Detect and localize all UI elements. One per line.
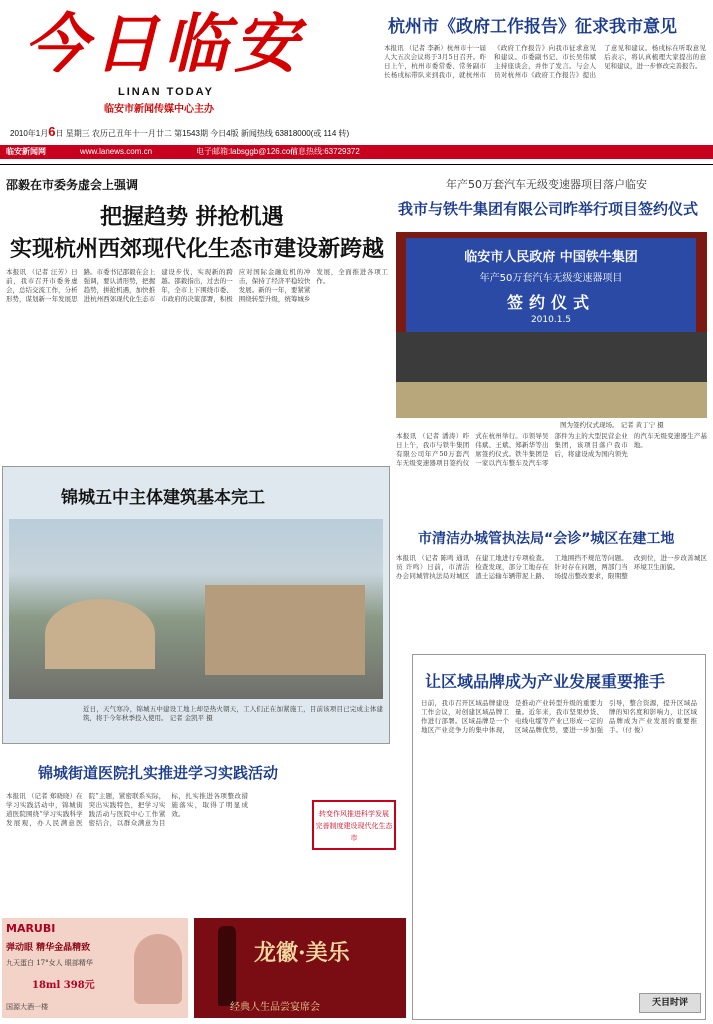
- signing-caption: 图为签约仪式现场。 记者 黄丁宁 摄: [560, 421, 664, 429]
- ad1-line1: 弹动眼 精华金晶精致: [6, 943, 91, 953]
- photo-story-box: [2, 466, 390, 744]
- lead-body: 本报讯 （记者 汪芳）日前，我市召开市委务虚会，总结交流工作，分析形势，谋划新一年发展思路。市委书记邵毅在会上强调，要认清形势，把握趋势，拼抢机遇，加快推进杭州西郊现代化生态市建设步伐，实现新的跨越。邵毅指出，过去的一年，全市上下围绕市委、市政府的决策部署，积极应对国际金融危机的冲击，保持了经济平稳较快发展。新的一年，要紧紧围绕转型升级，统筹城乡发展，全面推进各项工作。: [6, 268, 388, 303]
- masthead-bar: [0, 145, 713, 159]
- masthead-slogan: 临安市新闻传媒中心主办: [104, 104, 214, 115]
- phone: 信息热线:63729372: [290, 147, 360, 156]
- ad1-price: 18ml 398元: [32, 980, 95, 991]
- story3-body: 本报讯 （记者 陈鸣 通讯员 许鸣）日前，市清洁办会同城管执法局对城区在建工地进行专项检查。检查发现，部分工地存在渣土运输车辆带泥上路、工地围挡不规范等问题。针对存在问题，两部门当场提出整改要求，限期整改到位，进一步改善城区环境卫生面貌。: [396, 554, 707, 580]
- story2-body: 本报讯 （记者 潘涛）昨日上午，我市与铁牛集团有限公司年产50万套汽车无级变速器项目签约仪式在杭州举行。市领导吴伟斌、王斌、郑新华等出席签约仪式。铁牛集团是一家以汽车整车及汽车零部件为主的大型民营企业集团，该项目落户我市后，将建设成为国内领先的汽车无级变速器生产基地。: [396, 432, 707, 467]
- signing-photo: [396, 232, 707, 418]
- ad1-model-image: [134, 934, 182, 1004]
- story5-headline: 让区域品牌成为产业发展重要推手: [425, 672, 666, 691]
- construction-photo: [9, 519, 383, 699]
- issue-day: 6: [48, 124, 56, 139]
- building-block: [205, 585, 365, 675]
- commentary-box: [412, 654, 706, 1020]
- lead-headline-2: 实现杭州西郊现代化生态市建设新跨越: [10, 237, 385, 262]
- commentary-tag: 天目时评: [639, 993, 701, 1013]
- badge-line1: 转变作风推进科学发展: [319, 810, 389, 818]
- story4-body: 本报讯 （记者 郑晓晓）在学习实践活动中，锦城街道医院围绕“学习实践科学发展观，办人民满意医院”主题，紧密联系实际，突出实践特色，把学习实践活动与医院中心工作紧密结合，以群众满意为目标，扎实推进各项整改措施落实，取得了明显成效。: [6, 792, 248, 827]
- lead-headline-1: 把握趋势 拼抢机遇: [100, 205, 284, 230]
- lead-kicker: 邵毅在市委务虚会上强调: [6, 178, 139, 192]
- masthead-logo: 今日临安: [24, 7, 304, 82]
- photo-date: 2010.1.5: [530, 315, 572, 325]
- top-right-headline: 杭州市《政府工作报告》征求我市意见: [388, 17, 677, 37]
- masthead-pinyin: LINAN TODAY: [118, 86, 214, 98]
- building-round: [45, 599, 155, 669]
- ad1-footer: 国源大酒一楼: [6, 1003, 48, 1011]
- divider: [0, 164, 713, 165]
- story4-headline: 锦城街道医院扎实推进学习实践活动: [38, 764, 279, 782]
- photo-banner-line2: 年产50万套汽车无级变速器项目: [479, 273, 623, 284]
- story5-body: 日前，我市召开区域品牌建设工作会议，对创建区域品牌工作进行部署。区域品牌是一个地区产业竞争力的集中体现，是推动产业转型升级的重要力量。近年来，我市坚果炒货、电线电缆等产业已形成一定的区域品牌优势，要进一步加强引导，整合资源，提升区域品牌的知名度和影响力，让区域品牌成为产业发展的重要推手。（付 俊）: [421, 699, 697, 734]
- ad1-brand: MARUBI: [6, 922, 56, 935]
- photo-banner-line3: 签约仪式: [506, 293, 595, 312]
- photo-banner-line1: 临安市人民政府 中国铁牛集团: [464, 250, 638, 265]
- issue-year: 2010年1月: [10, 129, 49, 138]
- story2-headline: 我市与铁牛集团有限公司昨举行项目签约仪式: [398, 200, 699, 218]
- wine-bottle-icon: [218, 926, 236, 1006]
- ad-marubi[interactable]: [2, 918, 188, 1018]
- ad2-sub: 经典人生品尝宴席会: [230, 1002, 320, 1013]
- ad-longhui[interactable]: [194, 918, 406, 1018]
- ad1-line2: 九天蛋白 17°女人 眼部精华: [6, 959, 93, 967]
- issue-info: [10, 124, 410, 139]
- photo-story-headline: 锦城五中主体建筑基本完工: [61, 488, 265, 508]
- top-right-body: 本报讯 （记者 李新）杭州市十一届人大五次会议将于3月5日召开。昨日上午，杭州市委常委、常务副市长杨戌标带队来到我市，就杭州市《政府工作报告》向我市征求意见和建议。市委副书记、市长吴伟斌主持座谈会，并作了发言。与会人员对杭州市《政府工作报告》提出了意见和建议。杨戌标在听取意见后表示，将认真梳理大家提出的意见和建议，进一步修改完善报告。: [384, 44, 706, 79]
- badge-line2: 完善制度建设现代化生态市: [315, 822, 393, 842]
- website-label: 临安新闻网: [6, 147, 46, 156]
- photo-banner: [406, 238, 696, 332]
- story3-headline: 市清洁办城管执法局“会诊”城区在建工地: [418, 531, 675, 547]
- photo-story-caption: 近日，天气寒冷，锦城五中建设工地上却是热火朝天，工人们正在加紧施工，目前该项目已完成主体建筑，将于今年秋季投入使用。 记者 金凯平 摄: [83, 705, 383, 722]
- campaign-badge: [312, 800, 396, 850]
- email: 电子邮箱:labsggb@126.com: [196, 147, 298, 156]
- story2-kicker: 年产50万套汽车无级变速器项目落户临安: [446, 178, 647, 191]
- photo-table: [396, 382, 707, 418]
- website-link[interactable]: www.lanews.com.cn: [80, 147, 153, 156]
- issue-rest: 日 星期三 农历己丑年十一月廿二 第1543期 今日4版 新闻热线 63818000(或 114 转): [55, 129, 350, 138]
- photo-people: [396, 332, 707, 382]
- ad2-title: 龙徽·美乐: [254, 940, 350, 966]
